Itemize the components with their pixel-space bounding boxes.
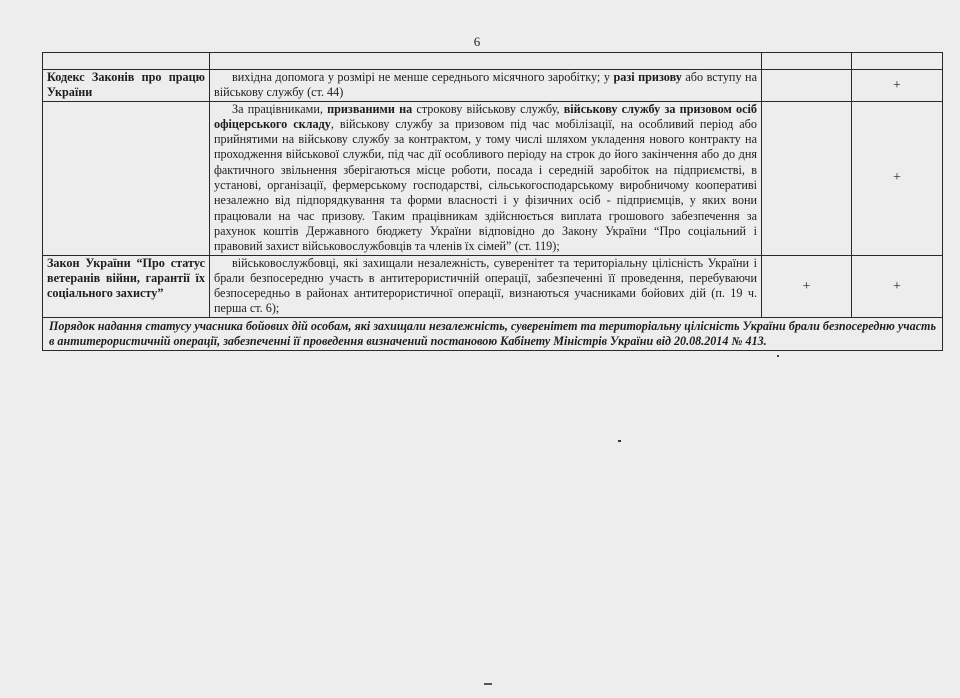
- table-top-row: [43, 53, 943, 70]
- law-table: [42, 52, 943, 351]
- mark-cell-2: +: [852, 70, 943, 102]
- law-name-cell: Закон України “Про статус ветеранів війни, гарантії їх соціального захисту”: [43, 255, 210, 317]
- table-cell-empty: [43, 53, 210, 70]
- mark-cell-1: [762, 101, 852, 255]
- provision-text: військовослужбовці, які захищали незалежність, суверенітет та територіальну цілісність України і брали безпосередню участь в антитерористичній операції, забезпеченні її проведення, перебуваючи безпосередньо в районах антитерористичної операції, визнаються учасниками бойових дій (п. 19 ч. перша ст. 6);: [214, 255, 757, 316]
- scan-speck: [618, 440, 621, 442]
- provision-text: , військову службу за призовом під час мобілізації, на особливий період або прийнятими на військову службу за контрактом, у тому числі шляхом укладення нового контракту на проходження військової служби, під час дії особливого періоду на строк до його закінчення або до дня фактичного звільнення зберігаються місце роботи, посада і середній заробіток на підприємстві, в установі, організації, фермерському господарстві, сільськогосподарському виробничому кооперативі незалежно від підпорядкування та форми власності і у фізичних осіб - підприємців, у яких вони працювали на час призову. Таким працівникам здійснюється виплата грошового забезпечення за рахунок коштів Державного бюджету України відповідно до Закону України “Про соціальний і правовий захист військовослужбовців та членів їх сімей” (ст. 119);: [214, 116, 757, 254]
- mark-cell-1: +: [762, 255, 852, 317]
- mark-cell-2: +: [852, 101, 943, 255]
- provision-text: строкову військову службу,: [412, 101, 564, 116]
- provision-text-bold: разі призову: [613, 70, 682, 84]
- table-cell-empty: [762, 53, 852, 70]
- mark-cell-1: [762, 70, 852, 102]
- provision-text: За працівниками,: [232, 101, 328, 116]
- page-number: 6: [473, 34, 481, 49]
- scan-speck: [484, 683, 492, 685]
- law-name-cell: [43, 101, 210, 255]
- provision-text-cell: [210, 101, 762, 255]
- scan-speck: [777, 355, 779, 357]
- table-cell-empty: [210, 53, 762, 70]
- table-row: [43, 255, 943, 317]
- table-cell-empty: [852, 53, 943, 70]
- provision-text-cell: [210, 255, 762, 317]
- provision-text-bold: військову службу за призовом осіб офіцерського складу: [214, 101, 757, 131]
- law-name-cell: Кодекс Законів про працю України: [43, 70, 210, 102]
- table-row: [43, 70, 943, 102]
- table-row: [43, 101, 943, 255]
- provision-text: або вступу на військову службу (ст. 44): [214, 70, 757, 100]
- procedure-note: Порядок надання статусу учасника бойових дій особам, які захищали незалежність, суверенітет та територіальну цілісність України брали безпосередню участь в антитерористичній операції, забезпеченні її проведення визначений постановою Кабінету Міністрів України від 20.08.2014 № 413.: [43, 317, 943, 350]
- provision-text: вихідна допомога у розмірі не менше середнього місячного заробітку; у: [232, 70, 614, 84]
- provision-text-cell: [210, 70, 762, 102]
- provision-text-bold: призваними на: [327, 101, 413, 116]
- table-row: [43, 317, 943, 350]
- mark-cell-2: +: [852, 255, 943, 317]
